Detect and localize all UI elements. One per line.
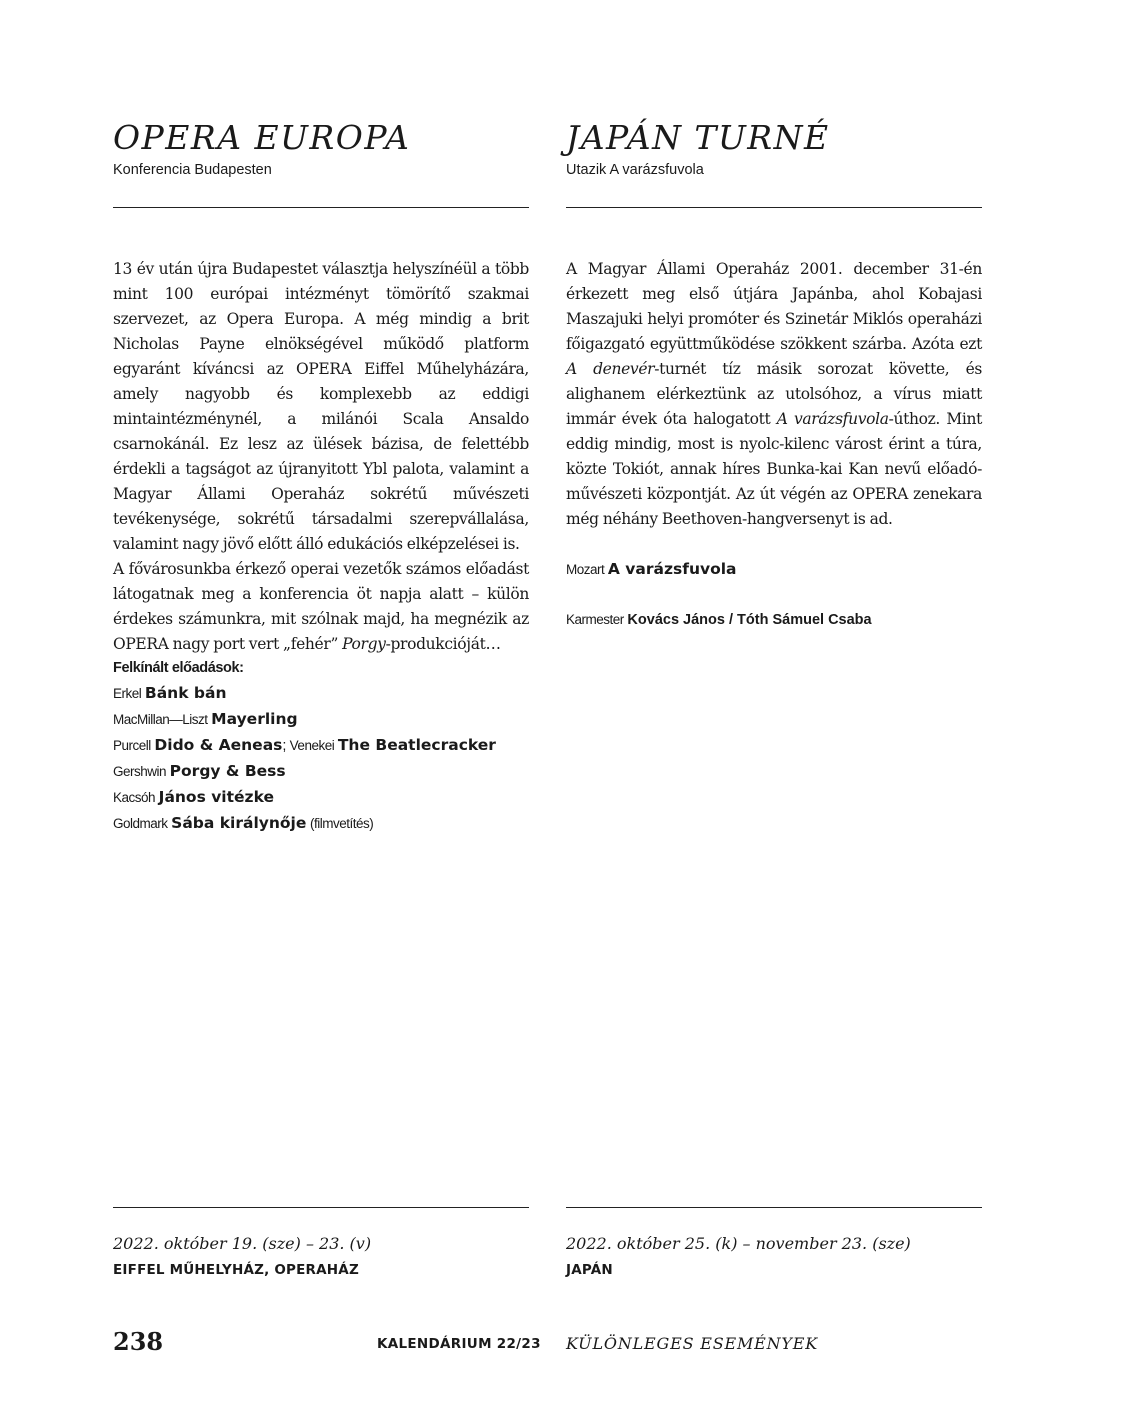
offer-work-2: The Beatlecracker — [337, 736, 496, 754]
offer-composer: Kacsóh — [113, 790, 156, 805]
right-bottom-divider — [566, 1207, 982, 1208]
left-article-title: OPERA EUROPA — [113, 118, 411, 157]
production-work: A varázsfuvola — [607, 560, 737, 578]
right-body-text-1: A Magyar Állami Operaház 2001. december 31-én érkezett meg első útjára Japánba, ahol Kobajasi Maszajuki helyi promóter és Szinetár Miklós operaházi főigazgató együttműködése szökkent szárba. Azóta ezt — [566, 260, 982, 353]
offer-work: János vitézke — [158, 788, 274, 806]
offer-work: Sába királynője — [171, 814, 307, 832]
varazsfuvola-italic: A varázsfuvola — [776, 410, 889, 428]
conductor-names: Kovács János / Tóth Sámuel Csaba — [627, 612, 872, 628]
offer-item — [113, 681, 529, 707]
offer-work: Bánk bán — [144, 684, 227, 702]
section-name: KÜLÖNLEGES ESEMÉNYEK — [566, 1334, 818, 1353]
left-body-paragraph-2-text: A fővárosunkba érkező operai vezetők számos előadást látogatnak meg a konferencia öt napja alatt – külön érdekes számunkra, mit szólnak majd, ha megnézik az OPERA nagy port vert „fehér” — [113, 560, 529, 653]
offer-work: Mayerling — [211, 710, 298, 728]
right-article-title: JAPÁN TURNÉ — [566, 118, 830, 157]
offer-composer: MacMillan—Liszt — [113, 712, 208, 727]
left-body-paragraph-2-end: -produkcióját… — [385, 635, 501, 653]
right-article-subtitle: Utazik A varázsfuvola — [566, 162, 704, 178]
offer-composer: Purcell — [113, 738, 151, 753]
offer-item — [113, 785, 529, 811]
left-event-date: 2022. október 19. (sze) – 23. (v) — [113, 1234, 372, 1253]
offer-composer: Gershwin — [113, 764, 167, 779]
right-event-venue: JAPÁN — [566, 1262, 613, 1278]
left-article-subtitle: Konferencia Budapesten — [113, 162, 272, 178]
offer-composer: Goldmark — [113, 816, 168, 831]
offer-item — [113, 811, 529, 837]
offer-item — [113, 759, 529, 785]
offer-work: Porgy & Bess — [169, 762, 286, 780]
left-body-paragraph-1: 13 év után újra Budapestet választja helyszínéül a több mint 100 európai intézményt tömörítő szakmai szervezet, az Opera Europa. A még mindig a brit Nicholas Payne elnökségével működő platform egyaránt kíváncsi az OPERA Eiffel Műhelyházára, amely nagyobb és komplexebb az eddigi mintaintézménynél, a milánói Scala Ansaldo csarnokánál. Ez lesz az ülések bázisa, de felettébb érdekli a tagságot az újranyitott Ybl palota, valamint a Magyar Állami Operaház sokrétű művészeti tevékenysége, sokrétű társadalmi szerepvállalása, valamint nagy jövő előtt álló edukációs elképzelései is. — [113, 260, 529, 553]
right-body-text-2: -turnét tíz másik sorozat követte, és alighanem elérkeztünk az utolsóhoz, a vírus miatt immár évek óta halogatott — [566, 360, 982, 428]
offered-performances — [113, 656, 529, 837]
right-article-body — [566, 257, 982, 532]
left-top-divider — [113, 207, 529, 208]
publication-title: KALENDÁRIUM 22/23 — [377, 1336, 541, 1352]
right-top-divider — [566, 207, 982, 208]
offer-note: (filmvetítés) — [310, 816, 374, 831]
production-composer: Mozart — [566, 562, 605, 577]
right-body-paragraph — [566, 257, 982, 532]
left-bottom-divider — [113, 1207, 529, 1208]
offer-composer-2: Venekei — [289, 738, 335, 753]
porgy-italic: Porgy — [342, 635, 386, 653]
left-event-venue: EIFFEL MŰHELYHÁZ, OPERAHÁZ — [113, 1262, 359, 1278]
conductor-label: Karmester — [566, 612, 624, 627]
conductor-credit — [566, 607, 982, 633]
right-body-text-3: -úthoz. Mint eddig mindig, most is nyolc-kilenc várost érint a túra, közte Tokiót, annak híres Bunka-kai Kan nevű előadó-művészeti központját. Az út végén az OPERA zenekara még néhány Beethoven-hangversenyt is ad. — [566, 410, 983, 528]
offer-work: Dido & Aeneas — [154, 736, 283, 754]
page-number: 238 — [113, 1327, 164, 1356]
offers-heading: Felkínált előadások: — [113, 660, 244, 676]
offer-item — [113, 733, 529, 759]
left-body-paragraph-2 — [113, 557, 529, 657]
offer-item — [113, 707, 529, 733]
right-event-date: 2022. október 25. (k) – november 23. (sze) — [566, 1234, 911, 1253]
denever-italic: A denevér — [566, 360, 655, 378]
offer-separator: ; — [282, 738, 287, 754]
offer-composer: Erkel — [113, 686, 142, 701]
production-credit — [566, 557, 982, 583]
left-article-body — [113, 257, 529, 657]
